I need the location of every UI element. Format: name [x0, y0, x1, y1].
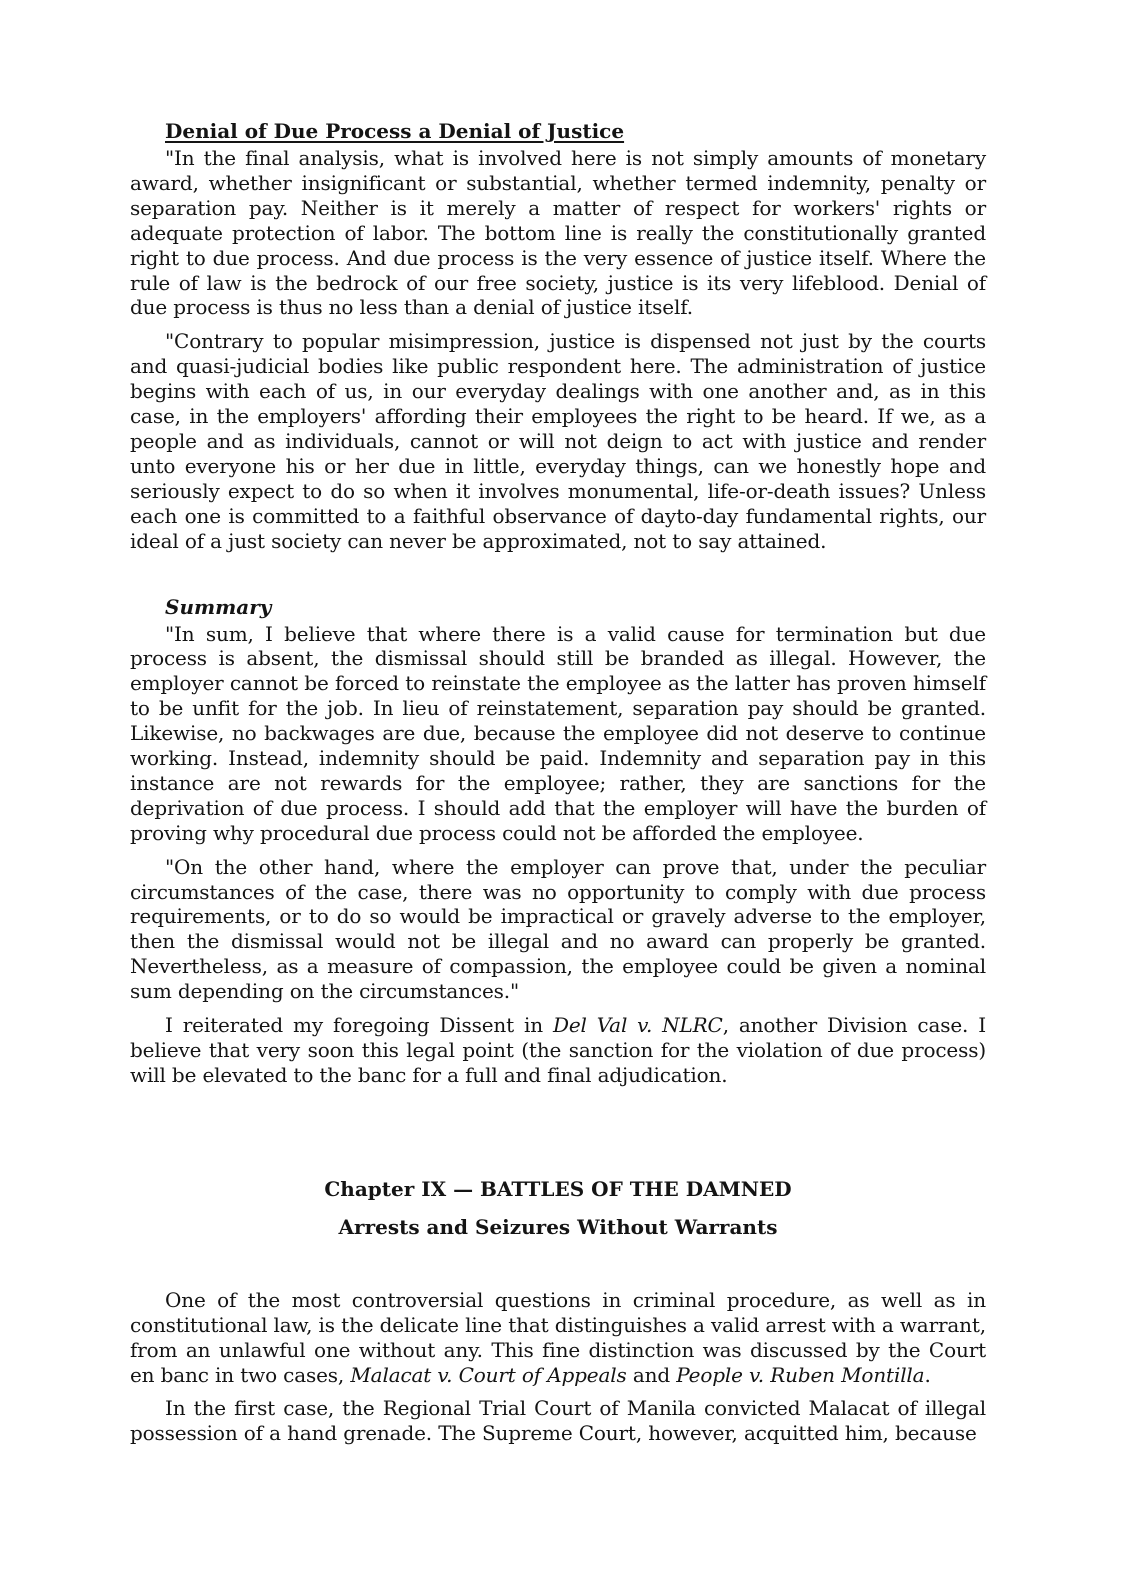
case-citation: Del Val v. NLRC: [552, 1013, 723, 1038]
paragraph: [130, 1013, 986, 1088]
chapter-subtitle: Arrests and Seizures Without Warrants: [338, 1214, 778, 1239]
section-heading-summary: Summary: [165, 594, 272, 619]
case-citation: Malacat v. Court of Appeals: [350, 1362, 627, 1387]
paragraph: In the first case, the Regional Trial Court of Manila convicted Malacat of illegal possession of a hand grenade. The Supreme Court, however, acquitted him, because: [130, 1396, 986, 1446]
paragraph: "In sum, I believe that where there is a valid cause for termination but due process is absent, the dismissal should still be branded as illegal. However, the employer cannot be forced to reinstate the employee as the latter has proven himself to be unfit for the job. In lieu of reinstatement, separation pay should be granted. Likewise, no backwages are due, because the employee did not deserve to continue working. Instead, indemnity should be paid. Indemnity and separation pay in this instance are not rewards for the employee; rather, they are sanctions for the deprivation of due process. I should add that the employer will have the burden of proving why procedural due process could not be afforded the employee.: [130, 621, 986, 845]
text-run: I reiterated my foregoing Dissent in: [165, 1013, 553, 1038]
text-run: and: [626, 1362, 677, 1387]
case-citation: People v. Ruben Montilla: [676, 1362, 925, 1387]
paragraph: "Contrary to popular misimpression, justice is dispensed not just by the courts and quasi-judicial bodies like public respondent here. The administration of justice begins with each of us, in our everyday dealings with one another and, as in this case, in the employers' affording their employees the right to be heard. If we, as a people and as individuals, cannot or will not deign to act with justice and render unto everyone his or her due in little, everyday things, can we honestly hope and seriously expect to do so when it involves monumental, life-or-death issues? Unless each one is committed to a faithful observance of dayto-day fundamental rights, our ideal of a just society can never be approximated, not to say attained.: [130, 329, 986, 553]
paragraph: "On the other hand, where the employer can prove that, under the peculiar circumstances of the case, there was no opportunity to comply with due process requirements, or to do so would be impractical or gravely adverse to the employer, then the dismissal would not be illegal and no award can properly be granted. Nevertheless, as a measure of compassion, the employee could be given a nominal sum depending on the circumstances.": [130, 854, 986, 1004]
paragraph: [130, 1288, 986, 1388]
chapter-title: Chapter IX — BATTLES OF THE DAMNED: [324, 1176, 792, 1201]
text-run: .: [924, 1362, 931, 1387]
text-run: One of the most controversial questions in criminal procedure, as well as in constitutional law, is the delicate line that distinguishes a valid arrest with a warrant, from an unlawful one without any. This fine distinction was discussed by the Court en banc in two cases,: [130, 1287, 986, 1387]
document-page: [130, 116, 986, 1446]
paragraph: "In the final analysis, what is involved here is not simply amounts of monetary award, whether insignificant or substantial, whether termed indemnity, penalty or separation pay. Neither is it merely a matter of respect for workers' rights or adequate protection of labor. The bottom line is really the constitutionally granted right to due process. And due process is the very essence of justice itself. Where the rule of law is the bedrock of our free society, justice is its very lifeblood. Denial of due process is thus no less than a denial of justice itself.: [130, 146, 986, 320]
text-run: , another Division case. I believe that very soon this legal point (the sanction for the violation of due process) will be elevated to the banc for a full and final adjudication.: [130, 1013, 986, 1087]
section-heading-due-process: Denial of Due Process a Denial of Justice: [165, 119, 625, 143]
